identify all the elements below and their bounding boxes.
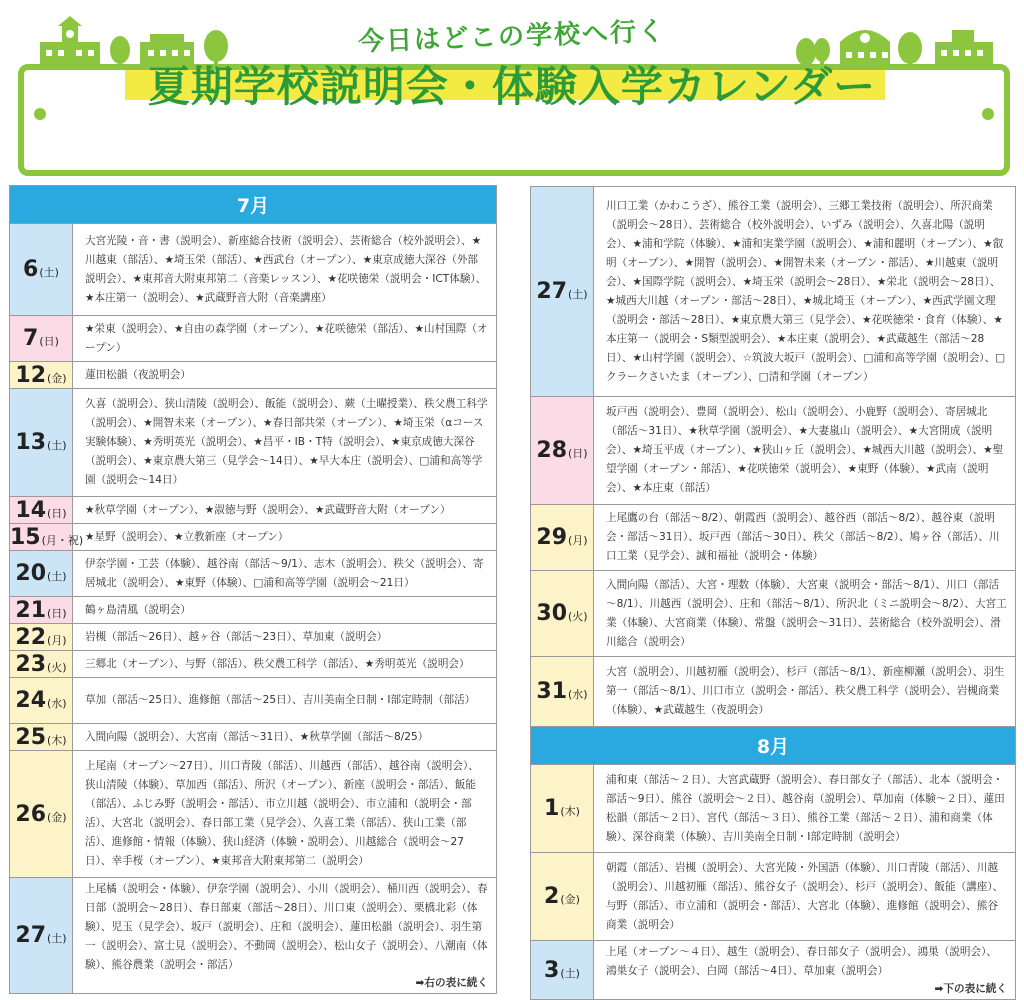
day-number: 26 [15,801,47,827]
table-row [10,651,497,678]
weekday: (土) [47,932,67,945]
table-row [10,878,497,994]
date-cell [10,651,73,678]
date-cell [531,505,594,571]
events-cell: 岩槻（部活～26日）、越ヶ谷（部活～23日）、草加東（説明会） [73,624,497,651]
date-cell [10,624,73,651]
day-number: 7 [23,326,39,351]
weekday: (水) [47,697,67,710]
page-subtitle: 今日はどこの学校へ行く [357,16,667,58]
day-number: 23 [15,651,47,677]
day-number: 1 [544,796,560,821]
date-cell [531,657,594,727]
day-number: 22 [15,624,47,650]
day-number: 15 [10,524,41,550]
weekday: (日) [47,606,67,620]
events-cell [73,878,497,994]
date-cell [10,316,73,362]
date-cell [10,497,73,524]
weekday: (土) [39,266,59,279]
day-number: 30 [536,601,568,626]
month-header: 8月 [531,727,1016,765]
day-number: 31 [536,679,568,704]
events-cell: 朝霞（部活）、岩槻（説明会）、大宮光陵・外国語（体験）、川口青陵（部活）、川越（説明会）、川越初雁（部活）、熊谷女子（説明会）、杉戸（説明会）、飯能（講座）、与野（部活）、市立浦和（説明会・部活）、大宮北（体験）、進修館（説明会）、熊谷商業（説明会） [594,853,1016,941]
weekday: (日) [47,506,67,520]
weekday: (土) [560,966,580,980]
date-cell [531,765,594,853]
day-number: 20 [15,561,47,586]
table-row [10,678,497,724]
events-cell: 入間向陽（説明会）、大宮南（部活～31日）、★秋草学園（部活～8/25） [73,724,497,751]
events-cell: 坂戸西（説明会）、豊岡（説明会）、松山（説明会）、小鹿野（説明会）、寄居城北（部活～31日）、★秋草学園（説明会）、★大妻嵐山（説明会）、★大宮開成（説明会）、★埼玉平成（オープン）、★狭山ヶ丘（説明会）、★城西大川越（説明会）、★聖望学園（オープン・部活）、★花咲徳栄（説明会）、★東野（体験）、★武南（説明会）、★本庄東（部活） [594,397,1016,505]
table-row [531,505,1016,571]
events-cell: 川口工業（かわこうざ）、熊谷工業（説明会）、三郷工業技術（説明会）、所沢商業（説明会～28日）、芸術総合（校外説明会）、いずみ（説明会）、久喜北陽（説明会）、★浦和学院（体験）、★浦和実業学園（説明会）、★浦和麗明（オープン）、★叡明（オープン）、★開智（説明会）、★開智未来（オープン・部活）、★川越東（説明会）、★国際学院（説明会）、★埼玉栄（説明会～28日）、★栄北（説明会～28日）、★城西大川越（オープン・部活～28日）、★城北埼玉（オープン）、★西武学園文理（説明会・部活～28日）、★東京農大第三（見学会）、★花咲徳栄・食育（体験）、★本庄第一（説明会・S類型説明会）、★本庄東（説明会）、★武蔵越生（部活～28日）、★山村学園（説明会）、☆筑波大坂戸（説明会）、□浦和高等学園（説明会）、□クラークさいたま（オープン）、□清和学園（オープン） [594,187,1016,397]
table-row [10,524,497,551]
events-cell: ★栄東（説明会）、★自由の森学園（オープン）、★花咲徳栄（部活）、★山村国際（オープン） [73,316,497,362]
events-cell: 浦和東（部活～２日）、大宮武蔵野（説明会）、春日部女子（部活）、北本（説明会・部活～9日）、熊谷（説明会～２日）、越谷南（説明会）、草加南（体験～２日）、蓮田松韻（部活～２日）、宮代（部活～３日）、熊谷工業（部活～２日）、浦和商業（体験）、深谷商業（体験）、吉川美南全日制・Ⅰ部定時制（説明会） [594,765,1016,853]
weekday: (土) [47,439,67,452]
weekday: (金) [560,893,580,906]
date-cell [10,224,73,316]
events-text: 上尾橘（説明会・体験）、伊奈学園（説明会）、小川（説明会）、桶川西（説明会）、春日部（説明会～28日）、春日部東（部活～28日）、川口東（説明会）、栗橋北彩（体験）、児玉（見学会）、坂戸（説明会）、庄和（説明会）、蓮田松韻（説明会）、羽生第一（説明会）、富士見（説明会）、不動岡（説明会）、松山女子（説明会）、八潮南（体験）、熊谷農業（説明会・部活） [85,883,488,971]
date-cell [10,362,73,389]
events-cell: 上尾鷹の台（部活～8/2）、朝霞西（説明会）、越谷西（部活～8/2）、越谷東（説明会・部活～31日）、坂戸西（部活～30日）、秩父（部活～8/2）、鳩ヶ谷（部活）、川口工業（見学会）、誠和福祉（説明会・体験） [594,505,1016,571]
date-cell [531,853,594,941]
month-header: 7月 [10,186,497,224]
events-cell [594,941,1016,1000]
table-row [531,853,1016,941]
day-number: 13 [15,430,47,455]
events-cell: 伊奈学園・工芸（体験）、越谷南（部活～9/1）、志木（説明会）、秩父（説明会）、寄居城北（説明会）、★東野（体験）、□浦和高等学園（説明会～21日） [73,551,497,597]
table-row [531,187,1016,397]
day-number: 25 [15,724,47,750]
day-number: 28 [536,438,568,463]
table-row [10,389,497,497]
date-cell [10,878,73,994]
date-cell [531,397,594,505]
table-row [10,551,497,597]
table-row [10,597,497,624]
events-cell: 三郷北（オープン）、与野（部活）、秩父農工科学（部活）、★秀明英光（説明会） [73,651,497,678]
table-row [10,751,497,878]
weekday: (月) [568,534,588,547]
day-number: 21 [15,597,47,623]
date-cell [10,724,73,751]
table-row [10,624,497,651]
weekday: (金) [47,371,67,385]
table-row [10,224,497,316]
events-cell: 大宮光陵・音・書（説明会）、新座総合技術（説明会）、芸術総合（校外説明会）、★川越東（部活）、★埼玉栄（部活）、★西武台（オープン）、★東京成徳大深谷（外部説明会）、★東邦音大附東邦第二（音楽レッスン）、★花咲徳栄（説明会・ICT体験）、★本庄第一（説明会）、★武蔵野音大附（音楽講座） [73,224,497,316]
day-number: 14 [15,497,47,523]
date-cell [10,751,73,878]
events-text: 上尾（オープン～４日）、越生（説明会）、春日部女子（説明会）、鴻巣（説明会）、鴻巣女子（説明会）、白岡（部活～4日）、草加東（説明会） [606,946,997,977]
date-cell [531,571,594,657]
table-row [531,941,1016,1000]
weekday: (月・祝) [41,533,84,547]
day-number: 27 [536,279,568,304]
table-row [531,765,1016,853]
table-row [10,316,497,362]
month-header-row [10,186,497,224]
weekday: (金) [47,810,67,824]
day-number: 2 [544,884,560,909]
weekday: (土) [568,288,588,301]
header-banner [10,12,1014,177]
month-header-row [531,727,1016,765]
day-number: 29 [536,525,568,550]
table-row [10,724,497,751]
date-cell [10,597,73,624]
weekday: (火) [568,610,588,623]
date-cell [10,524,84,551]
table-row [531,657,1016,727]
table-row [531,397,1016,505]
weekday: (水) [568,688,588,701]
calendar-table-right [530,186,1016,1000]
weekday: (月) [47,633,67,647]
day-number: 3 [544,957,560,983]
continue-note: ➡下の表に続く [934,983,1007,995]
weekday: (木) [560,805,580,818]
july-calendar-table-left [9,185,497,994]
weekday: (木) [47,733,67,747]
weekday: (土) [47,570,67,583]
day-number: 12 [15,362,47,388]
events-cell: 鶴ヶ島清風（説明会） [73,597,497,624]
table-row [531,571,1016,657]
date-cell [10,389,73,497]
day-number: 24 [15,688,47,713]
weekday: (火) [47,660,67,674]
events-cell: ★星野（説明会）、★立教新座（オープン） [73,524,497,551]
events-cell: 久喜（説明会）、狭山清陵（説明会）、飯能（説明会）、蕨（土曜授業）、秩父農工科学（説明会）、★開智未来（オープン）、★春日部共栄（オープン）、★埼玉栄（αコース実験体験）、★秀明英光（説明会）、★昌平・IB・T特（説明会）、★東京成徳大深谷（説明会）、★東京農大第三（見学会～14日）、★早大本庄（説明会）、□浦和高等学園（説明会～14日） [73,389,497,497]
table-row [10,497,497,524]
date-cell [531,187,594,397]
continue-note: ➡右の表に続く [415,977,488,989]
day-number: 27 [15,923,47,948]
events-cell: ★秋草学園（オープン）、★淑徳与野（説明会）、★武蔵野音大附（オープン） [73,497,497,524]
table-row [10,362,497,389]
weekday: (日) [568,447,588,460]
events-cell: 草加（部活～25日）、進修館（部活～25日）、吉川美南全日制・Ⅰ部定時制（部活） [73,678,497,724]
events-cell: 上尾南（オープン～27日）、川口青陵（部活）、川越西（部活）、越谷南（説明会）、狭山清陵（体験）、草加西（部活）、所沢（オープン）、新座（説明会・部活）、飯能（部活）、ふじみ野（説明会・部活）、市立川越（説明会）、市立浦和（説明会・部活）、大宮北（説明会）、春日部工業（見学会）、久喜工業（部活）、狭山工業（部活）、進修館・情報（体験）、狭山経済（体験・説明会）、川越総合（説明会～27日）、幸手桜（オープン）、★東邦音大附東邦第二（説明会） [73,751,497,878]
events-cell: 蓮田松韻（夜説明会） [73,362,497,389]
events-cell: 大宮（説明会）、川越初雁（説明会）、杉戸（部活～8/1）、新座柳瀬（説明会）、羽生第一（部活～8/1）、川口市立（説明会・部活）、秩父農工科学（説明会）、岩槻商業（体験）、★武蔵越生（夜説明会） [594,657,1016,727]
day-number: 6 [23,257,39,282]
page-title: 夏期学校説明会・体験入学カレンダー [147,62,877,111]
events-cell: 入間向陽（部活）、大宮・理数（体験）、大宮東（説明会・部活～8/1）、川口（部活～8/1）、川越西（説明会）、庄和（部活～8/1）、所沢北（ミニ説明会～8/2）、大宮工業（体験）、大宮商業（体験）、常盤（説明会～31日）、芸術総合（校外説明会）、滑川総合（説明会） [594,571,1016,657]
date-cell [10,678,73,724]
date-cell [531,941,594,1000]
date-cell [10,551,73,597]
weekday: (日) [39,335,59,348]
